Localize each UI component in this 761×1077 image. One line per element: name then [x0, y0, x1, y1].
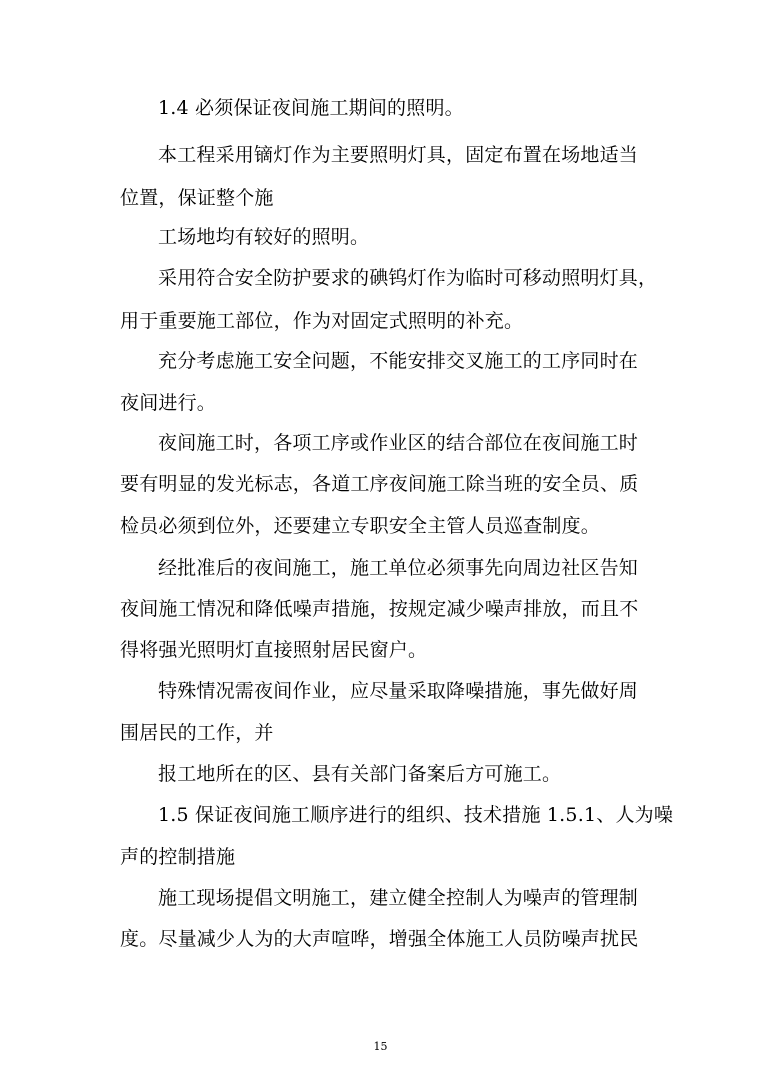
text-line: 1.4 必须保证夜间施工期间的照明。 — [158, 97, 464, 119]
text-line: 得将强光照明灯直接照射居民窗户。 — [120, 639, 428, 661]
text-line: 位置，保证整个施 — [120, 187, 274, 209]
text-line: 施工现场提倡文明施工，建立健全控制人为噪声的管理制 — [158, 887, 639, 909]
text-line: 围居民的工作，并 — [120, 722, 274, 744]
text-line: 1.5 保证夜间施工顺序进行的组织、技术措施 1.5.1、人为噪 — [158, 804, 674, 826]
page-number: 15 — [373, 1040, 388, 1053]
text-line: 特殊情况需夜间作业，应尽量采取降噪措施，事先做好周 — [158, 680, 639, 702]
text-line: 夜间施工时，各项工序或作业区的结合部位在夜间施工时 — [158, 432, 639, 454]
text-line: 工场地均有较好的照明。 — [158, 226, 370, 248]
text-line: 本工程采用镝灯作为主要照明灯具，固定布置在场地适当 — [158, 144, 639, 166]
text-line: 夜间进行。 — [120, 392, 217, 414]
text-line: 夜间施工情况和降低噪声措施，按规定减少噪声排放，而且不 — [120, 598, 639, 620]
text-line: 充分考虑施工安全问题，不能安排交叉施工的工序同时在 — [158, 350, 639, 372]
text-line: 报工地所在的区、县有关部门备案后方可施工。 — [158, 763, 562, 785]
text-line: 采用符合安全防护要求的碘钨灯作为临时可移动照明灯具， — [158, 267, 658, 289]
text-line: 检员必须到位外，还要建立专职安全主管人员巡查制度。 — [120, 515, 601, 537]
text-line: 要有明显的发光标志，各道工序夜间施工除当班的安全员、质 — [120, 473, 639, 495]
text-line: 经批准后的夜间施工，施工单位必须事先向周边社区告知 — [158, 557, 639, 579]
text-line: 声的控制措施 — [120, 846, 236, 868]
text-line: 用于重要施工部位，作为对固定式照明的补充。 — [120, 310, 524, 332]
text-line: 度。尽量减少人为的大声喧哗，增强全体施工人员防噪声扰民 — [120, 928, 639, 950]
